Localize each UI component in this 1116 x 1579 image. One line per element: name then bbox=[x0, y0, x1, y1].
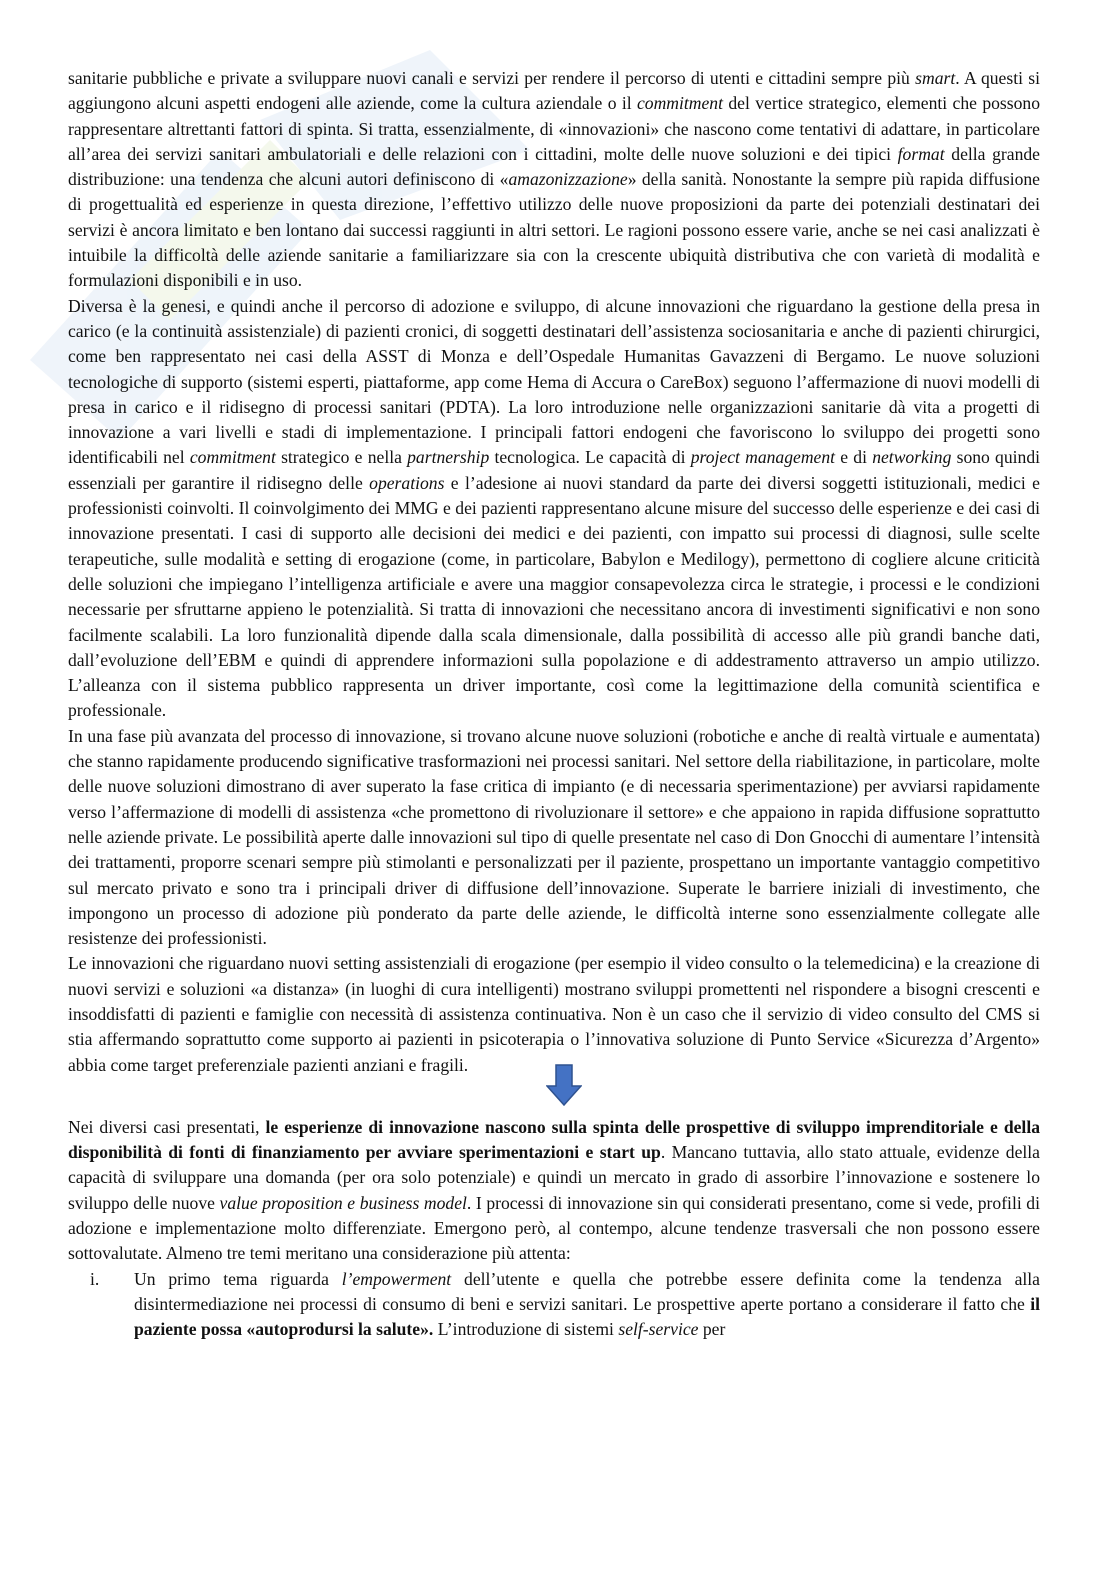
text-run: l’empowerment bbox=[341, 1268, 452, 1289]
text-run: smart bbox=[915, 68, 956, 88]
text-run: partnership bbox=[407, 447, 490, 468]
document-body bbox=[68, 66, 1040, 1343]
text-run: e l’adesione ai nuovi standard da parte dei diversi soggetti istituzionali, medici e professionisti coinvolti. Il coinvolgimento dei MMG e dei pazienti rappresentano alcune misure del successo delle esperienze e dei casi di innovazione presentati. I casi di supporto alle decisioni dei medici e dei pazienti, con impatto sui processi di diagnosi, sulle scelte terapeutiche, sulle modalità e setting di erogazione (come, in particolare, Babylon e Medilogy), permettono di cogliere alcune criticità delle soluzioni che impiegano l’intelligenza artificiale e avere una maggior consapevolezza circa le strategie, i processi e le condizioni necessarie per sfruttarne appieno le potenzialità. Si tratta di innovazioni che necessitano ancora di investimenti significativi e non sono facilmente scalabili. La loro funzionalità dipende dalla scala dimensionale, dalla possibilità di accesso alle più grandi banche dati, dall’evoluzione dell’EBM e quindi di apprendere informazioni sulla popolazione e di addestramento attraverso un ampio utilizzo. L’alleanza con il sistema pubblico rappresenta un driver importante, così come la legittimazione della comunità scientifica e professionale. bbox=[68, 472, 1040, 721]
text-run: L’introduzione di sistemi bbox=[433, 1319, 619, 1340]
text-run: commitment bbox=[637, 93, 723, 114]
text-run: self-service bbox=[618, 1319, 699, 1340]
text-run: amazonizzazione bbox=[508, 169, 628, 190]
text-run: value proposition e business model bbox=[219, 1192, 467, 1213]
text-run: sanitarie pubbliche e private a sviluppare nuovi canali e servizi per rendere il percorso di utenti e cittadini sempre più bbox=[68, 68, 916, 88]
list-marker: i. bbox=[90, 1268, 100, 1289]
list-item bbox=[68, 1267, 1040, 1343]
text-run: dell’utente e quella che potrebbe essere definita come la tendenza alla disintermediazione nei processi di consumo di beni e servizi sanitari. Le prospettive aperte portano a considerare il fatto che bbox=[134, 1268, 1040, 1314]
text-run: tecnologica. Le capacità di bbox=[489, 447, 691, 468]
numbered-list bbox=[68, 1267, 1040, 1343]
text-run: sono quindi essenziali per garantire il ridisegno delle bbox=[68, 447, 1041, 493]
text-run: » della sanità. Nonostante la sempre più rapida diffusione di progettualità ed esperienze in questa direzione, l’effettivo utilizzo delle nuove proposizioni da parte dei potenziali destinatari dei servizi è ancora limitato e ben lontano dai successi raggiunti in altri settori. Le ragioni possono essere varie, anche se nei casi analizzati è intuibile la difficoltà delle aziende sanitarie a familiarizzare sia con la crescente ubiquità distributiva che con varietà di modalità e formulazioni disponibili e in uso. bbox=[68, 169, 1040, 291]
text-run: Un primo tema riguarda bbox=[134, 1268, 342, 1289]
paragraph-3 bbox=[68, 724, 1040, 952]
text-run: In una fase più avanzata del processo di innovazione, si trovano alcune nuove soluzioni (robotiche e anche di realtà virtuale e aumentata) che stanno rapidamente producendo significative trasformazioni nei processi sanitari. Nel settore della riabilitazione, in particolare, molte delle nuove soluzioni dimostrano di aver superato la fase critica di impianto (e di necessaria sperimentazione) per avviarsi rapidamente verso l’affermazione di modelli di assistenza «che promettono di rivoluzionare il settore» e che appaiono in rapida diffusione soprattutto nelle aziende private. Le possibilità aperte dalle innovazioni sul tipo di quelle presentate nel caso di Don Gnocchi di aumentare l’intensità dei trattamenti, proporre scenari sempre più stimolanti e personalizzati per il paziente, prospettano un importante vantaggio competitivo sul mercato privato e sono tra i principali driver di diffusione dell’innovazione. Superate le barriere iniziali di investimento, che impongono un processo di adozione più ponderato da parte delle aziende, le difficoltà interne sono essenzialmente collegate alle resistenze dei professionisti. bbox=[68, 725, 1040, 949]
text-run: della grande distribuzione: una tendenza che alcuni autori definiscono di « bbox=[68, 143, 1040, 190]
text-run: per bbox=[698, 1319, 726, 1340]
text-run: networking bbox=[872, 447, 952, 468]
paragraph-5 bbox=[68, 1115, 1040, 1267]
text-run: Nei diversi casi presentati, bbox=[68, 1116, 266, 1137]
text-run: del vertice strategico, elementi che possono rappresentare altrettanti fattori di spinta. Si tratta, essenzialmente, di «innovazioni» che nascono come tentativi di adattare, in particolare all’area dei servizi sanitari ambulatoriali e delle relazioni con i cittadini, molte delle nuove soluzioni e dei tipici bbox=[68, 93, 1040, 164]
text-run: Le innovazioni che riguardano nuovi setting assistenziali di erogazione (per esempio il video consulto o la telemedicina) e la creazione di nuovi servizi e soluzioni «a distanza» (in luoghi di cura intelligenti) mostrano sviluppi promettenti nel rispondere a bisogni crescenti e insoddisfatti di pazienti e famiglie con necessità di assistenza continuativa. Non è un caso che il servizio di video consulto del CMS si stia affermando soprattutto come supporto ai pazienti in psicoterapia o l’innovativa soluzione di Punto Service «Sicurezza d’Argento» abbia come target preferenziale pazienti anziani e fragili. bbox=[68, 953, 1040, 1075]
text-run: strategico e nella bbox=[275, 447, 408, 468]
text-run: . Mancano tuttavia, allo stato attuale, evidenze della capacità di sviluppare una domanda (per ora solo potenziale) e quindi un mercato in grado di assorbire l’innovazione e sostenere lo sviluppo delle nuove bbox=[68, 1142, 1040, 1213]
text-run: le esperienze di innovazione nascono sulla spinta delle prospettive di sviluppo imprenditoriale e della disponibilità di fonti di finanziamento per avviare sperimentazioni e start up bbox=[68, 1116, 1040, 1163]
text-run: Diversa è la genesi, e quindi anche il percorso di adozione e sviluppo, di alcune innovazioni che riguardano la gestione della presa in carico (e la continuità assistenziale) di pazienti cronici, di soggetti destinatari dell’assistenza sociosanitaria e anche di pazienti chirurgici, come ben rappresentato nei casi della ASST di Monza e dell’Ospedale Humanitas Gavazzeni di Bergamo. Le nuove soluzioni tecnologiche di supporto (sistemi esperti, piattaforme, app come Hema di Accura o CareBox) seguono l’affermazione di nuovi modelli di presa in carico e il ridisegno di processi sanitari (PDTA). La loro introduzione nelle organizzazioni sanitarie dà vita a progetti di innovazione a vari livelli e stadi di implementazione. I principali fattori endogeni che favoriscono lo sviluppo dei progetti sono identificabili nel bbox=[68, 295, 1040, 468]
text-run: . A questi si aggiungono alcuni aspetti endogeni alle aziende, come la cultura aziendale o il bbox=[68, 68, 1040, 114]
text-run: commitment bbox=[189, 447, 276, 468]
paragraph-2 bbox=[68, 294, 1040, 724]
text-run: e di bbox=[835, 447, 873, 468]
down-arrow-icon bbox=[546, 1064, 582, 1106]
text-run: il paziente possa «autoprodursi la salute». bbox=[134, 1293, 1040, 1340]
text-run: operations bbox=[369, 472, 445, 493]
text-run: . I processi di innovazione sin qui considerati presentano, come si vede, profili di adozione e implementazione molto differenziate. Emergono però, al contempo, alcune tendenze trasversali che non possono essere sottovalutate. Almeno tre temi meritano una considerazione più attenta: bbox=[68, 1192, 1040, 1264]
arrow-row bbox=[68, 1078, 1040, 1100]
text-run: format bbox=[897, 143, 945, 164]
list-item-text bbox=[134, 1269, 1040, 1340]
paragraph-4 bbox=[68, 951, 1040, 1077]
text-run: project management bbox=[690, 447, 836, 468]
paragraph-1 bbox=[68, 66, 1040, 294]
